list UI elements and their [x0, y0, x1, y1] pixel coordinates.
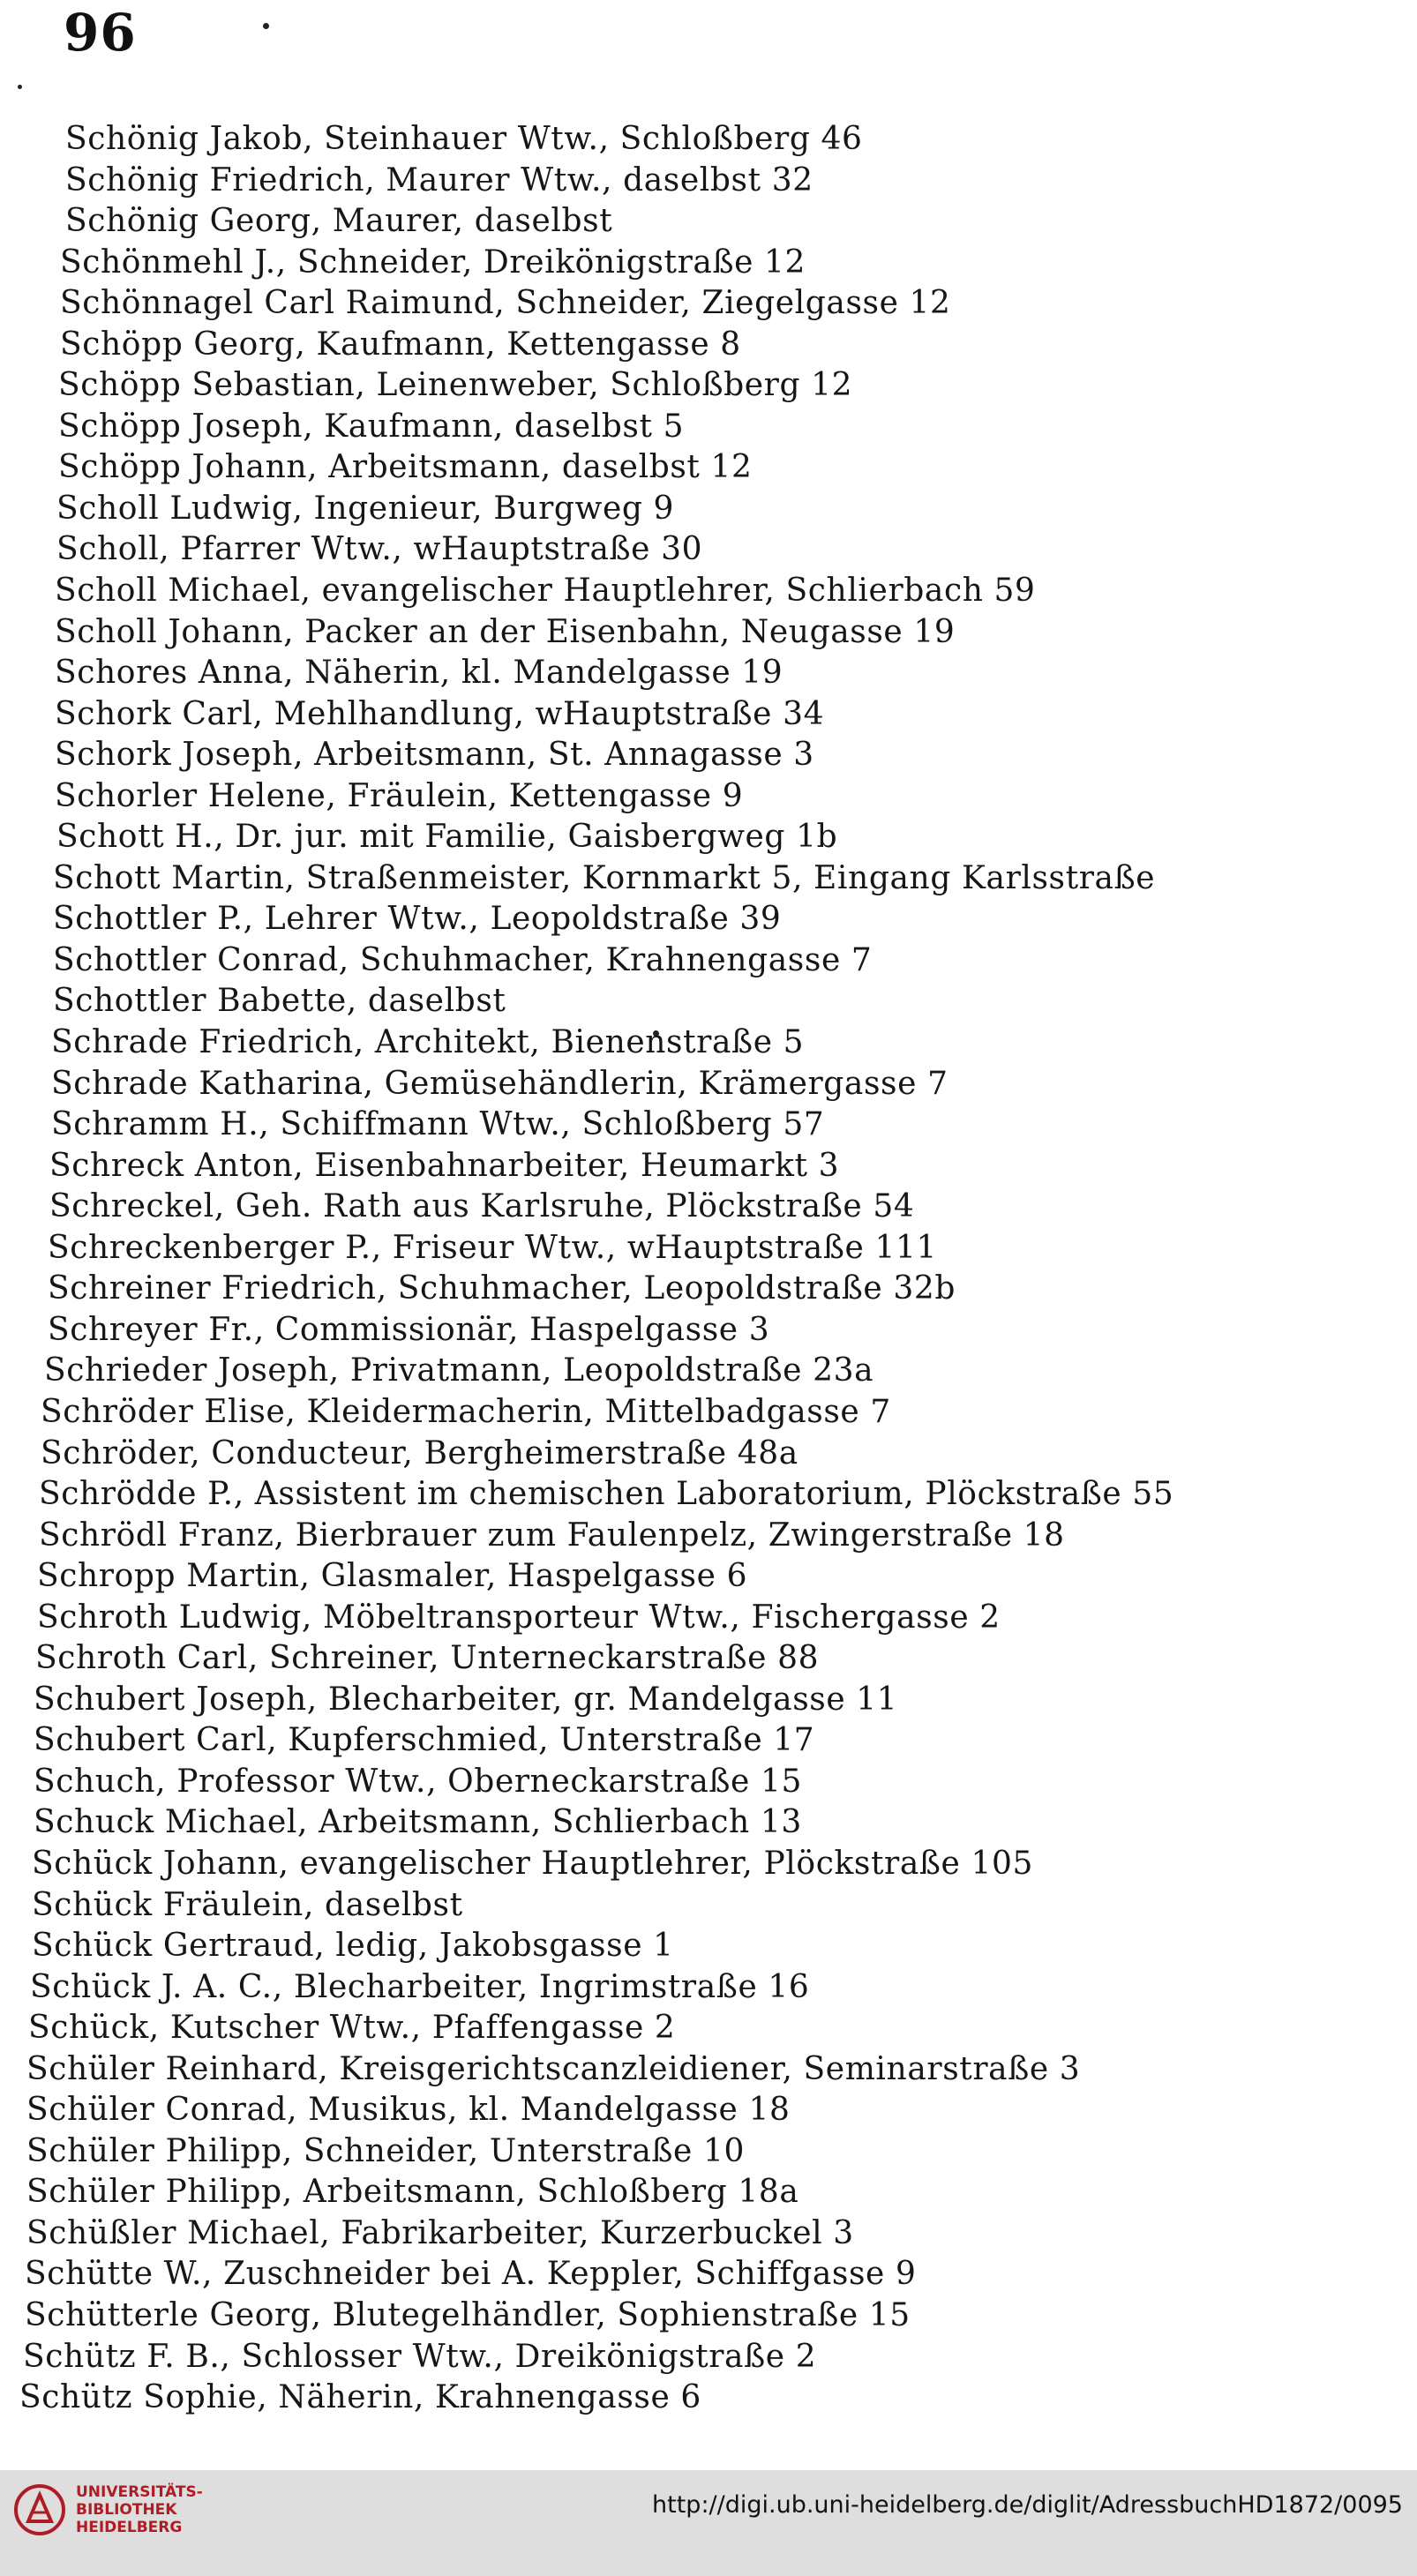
directory-entry: Schork Carl, Mehlhandlung, wHauptstraße 34 — [55, 695, 825, 732]
directory-entry: Schütz F. B., Schlosser Wtw., Dreikönigstraße 2 — [23, 2338, 817, 2375]
directory-entry: Schück Johann, evangelischer Hauptlehrer, Plöckstraße 105 — [32, 1845, 1033, 1882]
directory-entry: Schöpp Johann, Arbeitsmann, daselbst 12 — [58, 449, 753, 486]
source-url-link[interactable]: http://digi.ub.uni-heidelberg.de/diglit/AdressbuchHD1872/0095 — [652, 2491, 1403, 2519]
directory-entry: Schrödl Franz, Bierbrauer zum Faulenpelz, Zwingerstraße 18 — [39, 1516, 1065, 1554]
directory-entry: Schönig Georg, Maurer, daselbst — [65, 203, 613, 240]
ink-speck — [18, 85, 22, 89]
directory-entry: Schüler Reinhard, Kreisgerichtscanzleidiener, Seminarstraße 3 — [26, 2050, 1081, 2087]
library-logo[interactable] — [12, 2482, 203, 2537]
directory-entry: Schores Anna, Näherin, kl. Mandelgasse 19 — [55, 655, 783, 692]
directory-entry: Schreck Anton, Eisenbahnarbeiter, Heumarkt 3 — [49, 1147, 840, 1184]
directory-entry: Schütz Sophie, Näherin, Krahnengasse 6 — [19, 2379, 701, 2416]
directory-entry: Schroth Carl, Schreiner, Unterneckarstraße 88 — [35, 1640, 820, 1677]
directory-entry: Schütte W., Zuschneider bei A. Keppler, Schiffgasse 9 — [25, 2256, 917, 2293]
directory-entry: Schottler P., Lehrer Wtw., Leopoldstraße 39 — [53, 901, 782, 938]
directory-entry: Schreyer Fr., Commissionär, Haspelgasse 3 — [48, 1311, 770, 1348]
directory-entry: Schöpp Sebastian, Leinenweber, Schloßberg 12 — [58, 367, 853, 404]
directory-entry: Schück J. A. C., Blecharbeiter, Ingrimstraße 16 — [30, 1968, 810, 2005]
directory-entry: Schubert Joseph, Blecharbeiter, gr. Mandelgasse 11 — [34, 1681, 898, 1718]
directory-entry: Schüßler Michael, Fabrikarbeiter, Kurzerbuckel 3 — [26, 2214, 854, 2251]
directory-entry: Scholl Johann, Packer an der Eisenbahn, Neugasse 19 — [55, 613, 956, 650]
ink-speck — [263, 23, 269, 29]
directory-entry: Schreiner Friedrich, Schuhmacher, Leopoldstraße 32b — [48, 1270, 956, 1307]
directory-entry: Schöpp Georg, Kaufmann, Kettengasse 8 — [60, 326, 741, 363]
directory-entry: Schrieder Joseph, Privatmann, Leopoldstraße 23a — [44, 1352, 874, 1389]
directory-entry: Schubert Carl, Kupferschmied, Unterstraße 17 — [34, 1722, 815, 1759]
directory-entry: Schott Martin, Straßenmeister, Kornmarkt 5, Eingang Karlsstraße — [53, 859, 1156, 896]
directory-entry: Schrade Katharina, Gemüsehändlerin, Krämergasse 7 — [51, 1065, 948, 1102]
directory-entry: Scholl Ludwig, Ingenieur, Burgweg 9 — [56, 490, 675, 527]
directory-entry: Schütterle Georg, Blutegelhändler, Sophienstraße 15 — [25, 2296, 911, 2333]
directory-entry: Schropp Martin, Glasmaler, Haspelgasse 6 — [37, 1558, 748, 1595]
directory-entry: Schöpp Joseph, Kaufmann, daselbst 5 — [58, 408, 685, 445]
directory-entry: Schönig Friedrich, Maurer Wtw., daselbst 32 — [65, 161, 813, 198]
directory-entry: Schröder Elise, Kleidermacherin, Mittelbadgasse 7 — [41, 1393, 891, 1430]
digitization-footer — [0, 2470, 1417, 2576]
directory-entry: Schüler Philipp, Arbeitsmann, Schloßberg 18a — [26, 2174, 799, 2211]
directory-entry: Scholl, Pfarrer Wtw., wHauptstraße 30 — [56, 531, 703, 568]
directory-entry: Schück Fräulein, daselbst — [32, 1886, 463, 1923]
directory-entry: Schramm H., Schiffmann Wtw., Schloßberg 57 — [51, 1106, 825, 1143]
directory-entry: Scholl Michael, evangelischer Hauptlehrer, Schlierbach 59 — [55, 573, 1036, 610]
directory-entry: Schorler Helene, Fräulein, Kettengasse 9 — [55, 777, 744, 814]
library-name-line: UNIVERSITÄTS- — [76, 2483, 203, 2501]
directory-entry: Schüler Philipp, Schneider, Unterstraße 10 — [26, 2132, 746, 2169]
directory-entry: Schüler Conrad, Musikus, kl. Mandelgasse 18 — [26, 2092, 791, 2129]
library-name — [76, 2483, 203, 2536]
directory-entry: Schuch, Professor Wtw., Oberneckarstraße 15 — [34, 1763, 803, 1800]
library-emblem-icon — [12, 2482, 67, 2537]
directory-entry: Schück, Kutscher Wtw., Pfaffengasse 2 — [28, 2010, 676, 2047]
directory-entry: Schork Joseph, Arbeitsmann, St. Annagasse 3 — [55, 737, 814, 774]
directory-entry: Schrade Friedrich, Architekt, Bienenstraße 5 — [51, 1024, 805, 1061]
directory-entry: Schrödde P., Assistent im chemischen Laboratorium, Plöckstraße 55 — [39, 1476, 1174, 1513]
directory-entry: Schreckenberger P., Friseur Wtw., wHauptstraße 111 — [48, 1229, 937, 1266]
directory-entry: Schreckel, Geh. Rath aus Karlsruhe, Plöckstraße 54 — [49, 1188, 915, 1225]
directory-entry: Schröder, Conducteur, Bergheimerstraße 48a — [41, 1434, 798, 1471]
directory-entry: Schück Gertraud, ledig, Jakobsgasse 1 — [32, 1928, 674, 1965]
directory-entry: Schroth Ludwig, Möbeltransporteur Wtw., Fischergasse 2 — [37, 1599, 1001, 1636]
directory-entry: Schuck Michael, Arbeitsmann, Schlierbach 13 — [34, 1804, 802, 1841]
library-name-line: BIBLIOTHEK — [76, 2501, 177, 2519]
directory-entry: Schott H., Dr. jur. mit Familie, Gaisbergweg 1b — [56, 819, 838, 856]
directory-entry: Schönmehl J., Schneider, Dreikönigstraße 12 — [60, 243, 806, 281]
directory-entry: Schottler Babette, daselbst — [53, 983, 506, 1020]
page-number: 96 — [64, 3, 137, 63]
library-name-line: HEIDELBERG — [76, 2519, 183, 2536]
directory-entry: Schönnagel Carl Raimund, Schneider, Ziegelgasse 12 — [60, 285, 951, 322]
directory-entry: Schottler Conrad, Schuhmacher, Krahnengasse 7 — [53, 941, 873, 978]
directory-entry: Schönig Jakob, Steinhauer Wtw., Schloßberg 46 — [65, 121, 863, 157]
directory-entry-list — [0, 119, 1417, 2419]
